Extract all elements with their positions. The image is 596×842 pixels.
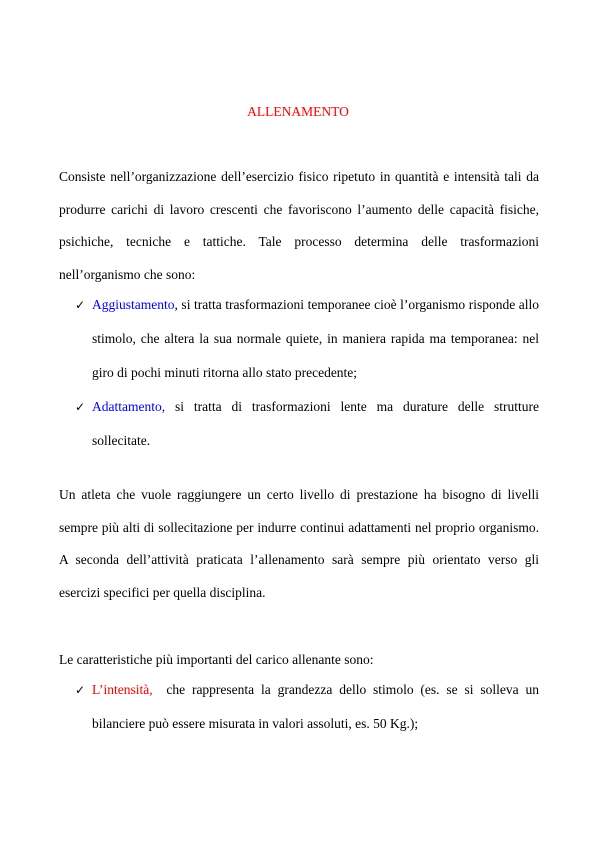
- checkmark-icon: ✓: [75, 298, 86, 312]
- checkmark-icon: ✓: [75, 683, 86, 697]
- list-item-adattamento: [75, 390, 539, 458]
- characteristics-intro: Le caratteristiche più importanti del carico allenante sono:: [59, 652, 374, 667]
- document-title: ALLENAMENTO: [247, 104, 349, 119]
- athlete-paragraph: Un atleta che vuole raggiungere un certo livello di prestazione ha bisogno di livelli sempre più alti di sollecitazione per indurre continui adattamenti nel proprio organismo. A seconda dell’attività praticata l’allenamento sarà sempre più orientato verso gli esercizi specifici per quella disciplina.: [59, 487, 539, 600]
- characteristics-list: [75, 673, 543, 741]
- description-intensita: che rappresenta la grandezza dello stimolo (es. se si solleva un bilanciere può essere misurata in valori assoluti, es. 50 Kg.);: [92, 682, 543, 731]
- list-item-aggiustamento: [75, 288, 539, 390]
- intro-paragraph: Consiste nell’organizzazione dell’esercizio fisico ripetuto in quantità e intensità tali da produrre carichi di lavoro crescenti che favoriscono l’aumento delle capacità fisiche, psichiche, tecniche e tattiche. Tale processo determina delle trasformazioni nell’organismo che sono:: [59, 169, 539, 282]
- checkmark-icon: ✓: [75, 400, 86, 414]
- list-item-intensita: [75, 673, 543, 741]
- term-aggiustamento: Aggiustamento: [92, 297, 175, 312]
- description-aggiustamento: , si tratta trasformazioni temporanee cioè l’organismo risponde allo stimolo, che altera la sua normale quiete, in maniera rapida ma temporanea: nel giro di pochi minuti ritorna allo stato precedente;: [92, 297, 539, 380]
- term-adattamento: Adattamento,: [92, 399, 166, 414]
- term-intensita: L’intensità,: [92, 682, 153, 697]
- transformations-list: [75, 288, 539, 458]
- description-adattamento: si tratta di trasformazioni lente ma durature delle strutture sollecitate.: [92, 399, 539, 448]
